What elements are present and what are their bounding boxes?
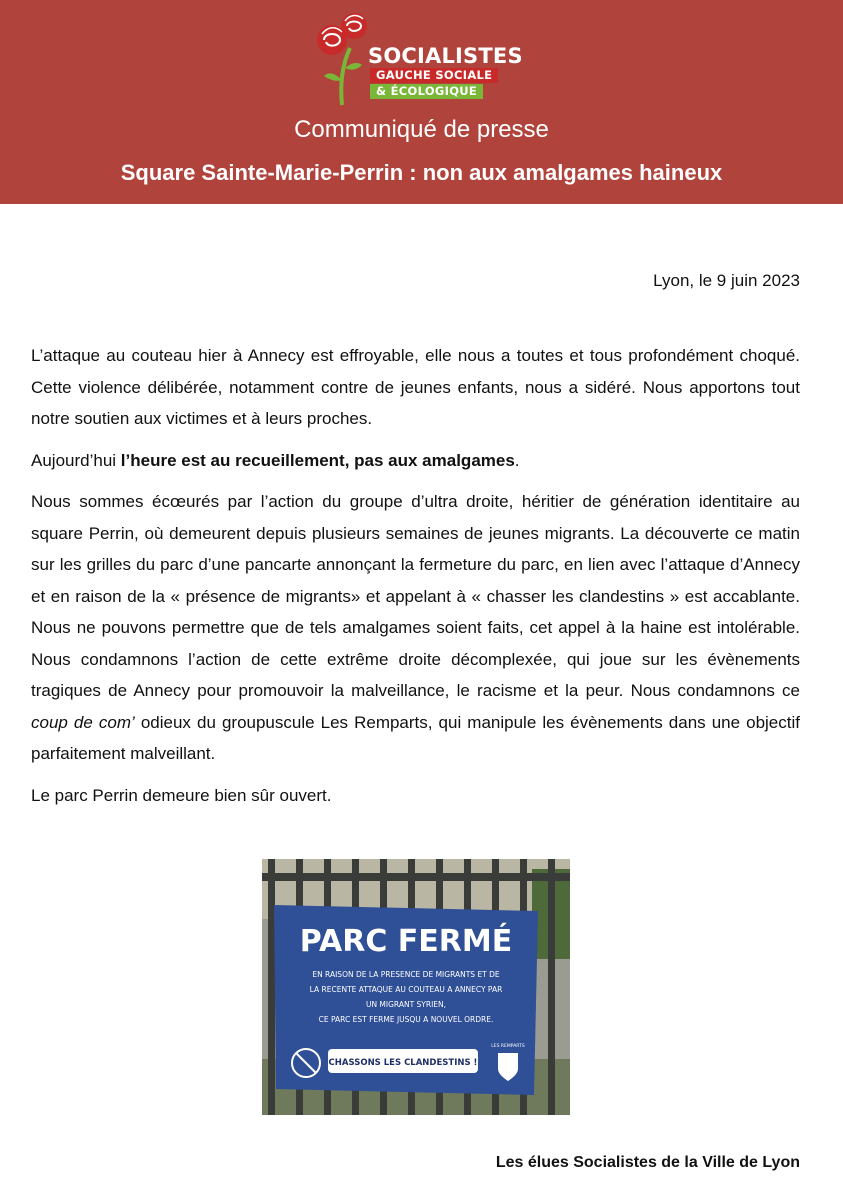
- poster-line-3: UN MIGRANT SYRIEN,: [365, 1000, 447, 1009]
- poster-brand: LES REMPARTS: [491, 1044, 525, 1049]
- paragraph-1: L’attaque au couteau hier à Annecy est effroyable, elle nous a toutes et tous profondément choqué. Cette violence délibérée, notamment contre de jeunes enfants, nous a sidéré. Nous apportons tout notre soutien aux victimes et à leurs proches.: [31, 346, 800, 428]
- document-type: Communiqué de presse: [294, 116, 549, 143]
- paragraph-3: [31, 486, 800, 770]
- poster-title: PARC FERMÉ: [299, 924, 513, 959]
- poster-photo: [262, 859, 570, 1115]
- party-logo: [312, 10, 522, 110]
- paragraph-3-start: Nous sommes écœurés par l’action du groupe d’ultra droite, héritier de génération identitaire au square Perrin, où demeurent depuis plusieurs semaines de jeunes migrants. La découverte ce matin sur les grilles du parc d’une pancarte annonçant la fermeture du parc, en lien avec l’attaque d’Annecy et en raison de la « présence de migrants» et appelant à « chasser les clandestins » est accablante. Nous ne pouvons permettre que de tels amalgames soient faits, cet appel à la haine est intolérable. Nous condamnons l’action de cette extrême droite décomplexée, qui joue sur les évènements tragiques de Annecy pour promouvoir la malveillance, le racisme et la peur. Nous condamnons ce: [31, 492, 800, 700]
- poster-line-1: EN RAISON DE LA PRESENCE DE MIGRANTS ET DE: [312, 970, 500, 979]
- paragraph-2-start: Aujourd’hui: [31, 450, 121, 470]
- press-release-body: [31, 340, 800, 821]
- logo-subtitle-1: GAUCHE SOCIALE: [370, 68, 498, 83]
- header-banner: [0, 0, 843, 204]
- poster-line-2: LA RECENTE ATTAQUE AU COUTEAU A ANNECY PAR: [309, 985, 503, 994]
- paragraph-3-italic: coup de com’: [31, 712, 135, 732]
- paragraph-2-end: .: [514, 450, 520, 470]
- logo-subtitle-2: & ÉCOLOGIQUE: [370, 84, 483, 99]
- paragraph-3-end: odieux du groupuscule Les Remparts, qui manipule les évènements dans une objectif parfaitement malveillant.: [31, 712, 800, 763]
- signature: Les élues Socialistes de la Ville de Lyon: [495, 1154, 800, 1171]
- paragraph-4: Le parc Perrin demeure bien sûr ouvert.: [31, 785, 332, 805]
- logo-title: SOCIALISTES: [368, 44, 523, 68]
- poster-slogan: CHASSONS LES CLANDESTINS !: [328, 1058, 478, 1068]
- paragraph-2-emphasis: l’heure est au recueillement, pas aux amalgames: [120, 450, 515, 470]
- roses-icon: [312, 10, 372, 110]
- page-title: Square Sainte-Marie-Perrin : non aux amalgames haineux: [120, 160, 723, 185]
- poster-photo-illustration: [262, 859, 570, 1115]
- paragraph-2: [31, 445, 800, 477]
- date-line: Lyon, le 9 juin 2023: [653, 271, 800, 290]
- poster-line-4: CE PARC EST FERME JUSQU A NOUVEL ORDRE.: [318, 1015, 494, 1024]
